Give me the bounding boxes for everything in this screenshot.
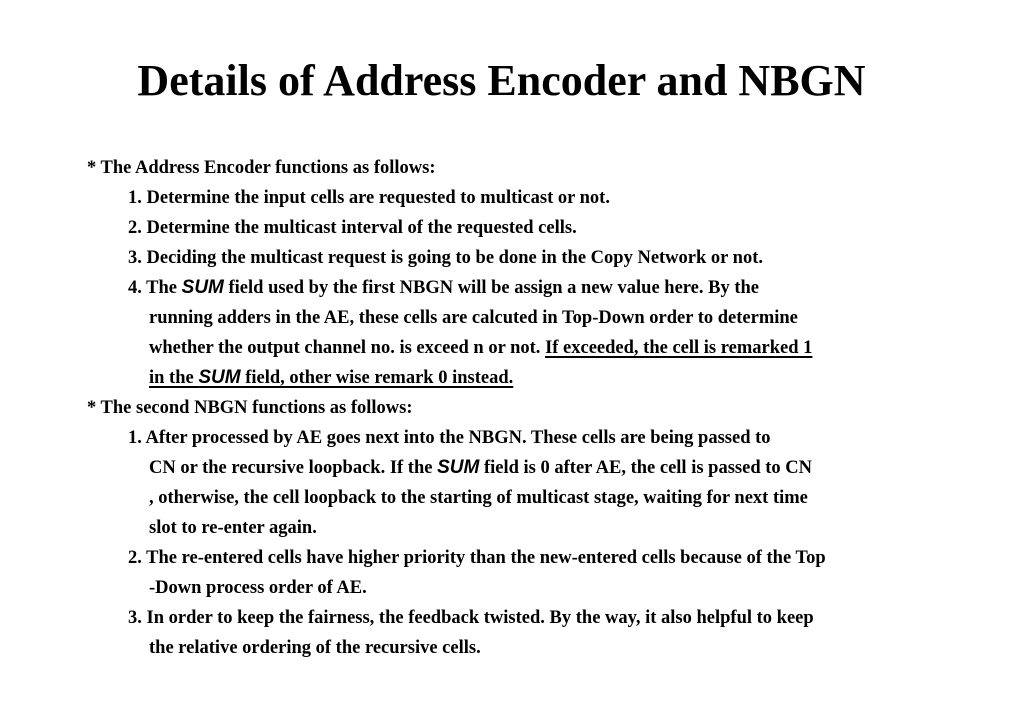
nbgn-item-2-line-2: -Down process order of AE.	[149, 578, 367, 598]
text-fragment: in the	[149, 368, 199, 388]
nbgn-item-1-line-1: 1. After processed by AE goes next into the NBGN. These cells are being passed to	[128, 428, 771, 448]
underlined-text: If exceeded, the cell is remarked 1	[545, 338, 813, 358]
text-fragment: CN or the recursive loopback. If the	[149, 458, 438, 478]
ae-item-1: 1. Determine the input cells are requested to multicast or not.	[128, 188, 610, 208]
sum-keyword: SUM	[181, 277, 224, 298]
text-fragment: field is 0 after AE, the cell is passed to CN	[479, 458, 812, 478]
section-heading-nbgn: * The second NBGN functions as follows:	[87, 398, 413, 418]
text-fragment: field used by the first NBGN will be assign a new value here. By the	[223, 278, 760, 298]
ae-item-2: 2. Determine the multicast interval of the requested cells.	[128, 218, 577, 238]
text-fragment: 4. The	[128, 278, 182, 298]
nbgn-item-1-line-2	[0, 453, 812, 483]
ae-item-3: 3. Deciding the multicast request is going to be done in the Copy Network or not.	[128, 248, 763, 268]
text-fragment: whether the output channel no. is exceed n or not.	[149, 338, 546, 358]
nbgn-item-3-line-1: 3. In order to keep the fairness, the feedback twisted. By the way, it also helpful to keep	[128, 608, 814, 628]
page-title: Details of Address Encoder and NBGN	[137, 56, 866, 105]
nbgn-item-1-line-3: , otherwise, the cell loopback to the starting of multicast stage, waiting for next time	[149, 488, 808, 508]
section-heading-address-encoder: * The Address Encoder functions as follows:	[87, 158, 436, 178]
nbgn-item-1-line-4: slot to re-enter again.	[149, 518, 317, 538]
ae-item-4-line-4	[0, 363, 513, 393]
nbgn-item-3-line-2: the relative ordering of the recursive cells.	[149, 638, 481, 658]
ae-item-4-line-2: running adders in the AE, these cells are calcuted in Top-Down order to determine	[149, 308, 798, 328]
sum-keyword: SUM	[437, 457, 480, 478]
ae-item-4-line-3	[0, 333, 812, 363]
nbgn-item-2-line-1: 2. The re-entered cells have higher priority than the new-entered cells because of the Top	[128, 548, 826, 568]
underlined-text	[149, 368, 513, 388]
text-fragment: field, other wise remark 0 instead.	[240, 368, 514, 388]
sum-keyword: SUM	[198, 367, 241, 388]
ae-item-4-line-1	[0, 273, 759, 303]
